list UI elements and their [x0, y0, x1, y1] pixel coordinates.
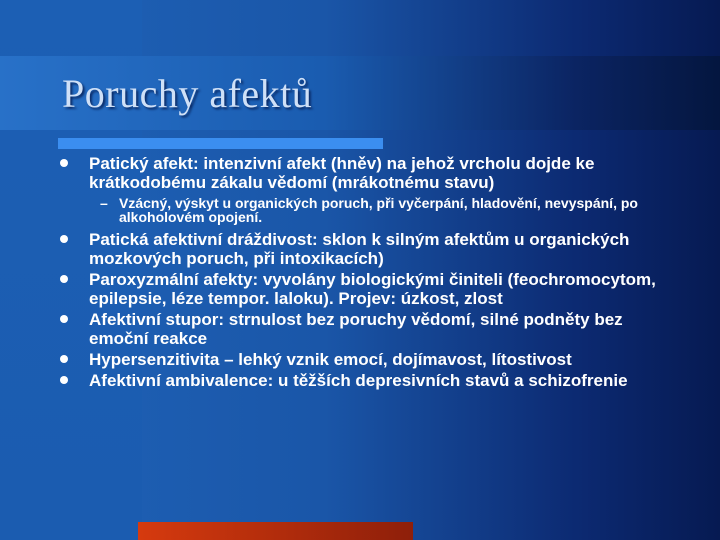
title-underline-bar [58, 138, 383, 149]
bullet-list [60, 154, 680, 390]
bullet-dot-icon [60, 159, 68, 167]
bullet-item [60, 270, 680, 308]
bullet-text: Patický afekt: intenzivní afekt (hněv) na jehož vrcholu dojde ke krátkodobému zákalu vědomí (mrákotnému stavu) [89, 154, 595, 192]
bullet-item [60, 350, 680, 369]
bullet-dot-icon [60, 315, 68, 323]
bullet-item [60, 154, 680, 192]
sub-bullet-item [60, 196, 680, 224]
bullet-dot-icon [60, 275, 68, 283]
bullet-dot-icon [60, 235, 68, 243]
sub-bullet-marker: – [100, 195, 108, 211]
bullet-item [60, 310, 680, 348]
bullet-text: Patická afektivní dráždivost: sklon k silným afektům u organických mozkových poruch, při intoxikacích) [89, 230, 630, 268]
bullet-text: Hypersenzitivita – lehký vznik emocí, dojímavost, lítostivost [89, 350, 572, 369]
bullet-dot-icon [60, 376, 68, 384]
slide-title: Poruchy afektů [62, 71, 313, 116]
bullet-text: Afektivní ambivalence: u těžších depresivních stavů a schizofrenie [89, 371, 628, 390]
bullet-dot-icon [60, 355, 68, 363]
bottom-accent-bar [138, 522, 413, 540]
bullet-text: Afektivní stupor: strnulost bez poruchy vědomí, silné podněty bez emoční reakce [89, 310, 623, 348]
bullet-text: Paroxyzmální afekty: vyvolány biologickými činiteli (feochromocytom, epilepsie, léze tempor. laloku). Projev: úzkost, zlost [89, 270, 656, 308]
bullet-item [60, 230, 680, 268]
sub-bullet-text: Vzácný, výskyt u organických poruch, při vyčerpání, hladovění, nevyspání, po alkoholovém opojení. [119, 195, 638, 225]
bullet-item [60, 371, 680, 390]
